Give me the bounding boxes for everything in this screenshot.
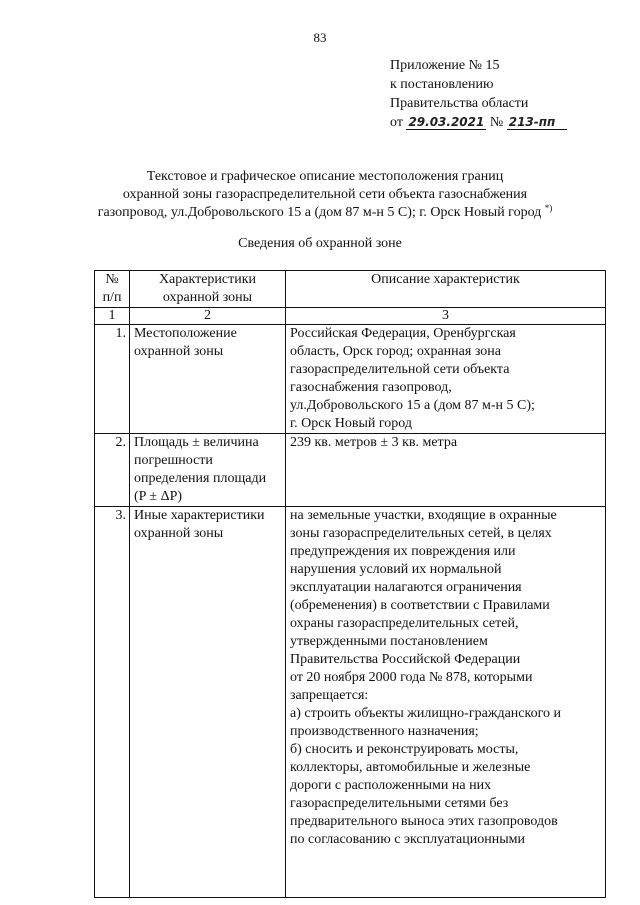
date-prefix: от xyxy=(390,115,403,130)
table-row xyxy=(95,325,606,434)
index-cell-3: 3 xyxy=(286,308,606,325)
table-header-row xyxy=(95,271,606,308)
title-line-3-wrap xyxy=(60,204,590,222)
section-title: Сведения об охранной зоне xyxy=(238,236,402,251)
row-number: 3. xyxy=(95,507,130,898)
footnote-mark: *) xyxy=(544,203,553,213)
title-line-2: охранной зоны газораспределительной сети объекта газоснабжения xyxy=(122,187,528,202)
header-number: № п/п xyxy=(95,271,130,308)
handwritten-date: 29.03.2021 xyxy=(408,115,485,129)
row-characteristic: Иные характеристики охранной зоны xyxy=(130,507,286,898)
number-prefix: № xyxy=(489,115,504,130)
title-line-1: Текстовое и графическое описание местоположения границ xyxy=(146,169,504,184)
title-line-3: газопровод, ул.Добровольского 15 а (дом 87 м-н 5 С); г. Орск Новый город xyxy=(97,205,542,220)
handwritten-number: 213-пп xyxy=(507,115,568,130)
appendix-block xyxy=(390,56,567,132)
header-description: Описание характеристик xyxy=(286,271,606,308)
protection-zone-table xyxy=(94,270,606,898)
index-cell-2: 2 xyxy=(130,308,286,325)
row-characteristic: Площадь ± величина погрешности определения площади (P ± ΔP) xyxy=(130,434,286,507)
appendix-line-1: Приложение № 15 xyxy=(390,58,500,73)
table-index-row xyxy=(95,308,606,325)
row-characteristic: Местоположение охранной зоны xyxy=(130,325,286,434)
table-row xyxy=(95,507,606,898)
index-cell-1: 1 xyxy=(95,308,130,325)
row-description: 239 кв. метров ± 3 кв. метра xyxy=(286,434,606,507)
appendix-line-3: Правительства области xyxy=(390,96,529,111)
appendix-line-2: к постановлению xyxy=(390,77,494,92)
appendix-date-line xyxy=(390,113,567,132)
row-number: 1. xyxy=(95,325,130,434)
document-title xyxy=(60,168,590,222)
row-description: Российская Федерация, Оренбургская область, Орск город; охранная зона газораспределительной сети объекта газоснабжения газопровод, ул.Добровольского 15 а (дом 87 м-н 5 С); г. Орск Новый город xyxy=(286,325,606,434)
page-number: 83 xyxy=(313,30,327,45)
table-row xyxy=(95,434,606,507)
row-number: 2. xyxy=(95,434,130,507)
header-characteristics: Характеристики охранной зоны xyxy=(130,271,286,308)
row-description: на земельные участки, входящие в охранные зоны газораспределительных сетей, в целях предупреждения их повреждения или нарушения условий их нормальной эксплуатации налагаются ограничения (обременения) в соответствии с Правилами охраны газораспределительных сетей, утвержденными постановлением Правительства Российской Федерации от 20 ноября 2000 года № 878, которыми запрещается: а) строить объекты жилищно-гражданского и производственного назначения; б) сносить и реконструировать мосты, коллекторы, автомобильные и железные дороги с расположенными на них газораспределительными сетями без предварительного выноса этих газопроводов по согласованию с эксплуатационными xyxy=(286,507,606,898)
